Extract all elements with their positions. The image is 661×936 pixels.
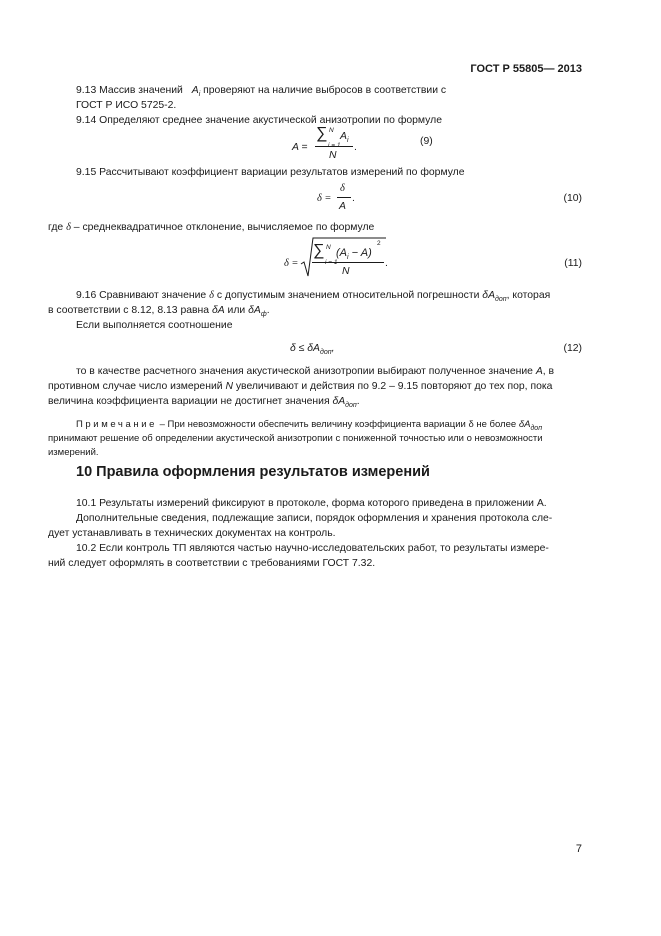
var-delta: δ bbox=[66, 222, 71, 233]
paragraph-10-2-line2: ний следует оформлять в соответствии с требованиями ГОСТ 7.32. bbox=[48, 558, 376, 569]
eq9-term-sub: i bbox=[346, 137, 349, 144]
var-a: A bbox=[191, 85, 199, 96]
note-label: Примечание bbox=[76, 419, 157, 430]
text: увеличивают и действия по 9.2 – 9.15 повторяют до тех пор, пока bbox=[232, 381, 553, 392]
eq11-number: (11) bbox=[564, 258, 582, 269]
note-line3: измерений. bbox=[48, 447, 99, 458]
var-n: N bbox=[225, 381, 233, 392]
text: или bbox=[224, 305, 249, 316]
text: где bbox=[48, 222, 64, 233]
eq11-power: 2 bbox=[377, 240, 381, 247]
eq11-sum-top: N bbox=[326, 244, 331, 251]
text: , которая bbox=[506, 290, 551, 301]
paragraph-10-1-line1: 10.1 Результаты измерений фиксируют в протоколе, форма которого приведена в приложении А. bbox=[76, 498, 547, 509]
var-delta: δ bbox=[209, 290, 214, 301]
eq11-close: ) bbox=[368, 247, 372, 259]
eq11-ai: A bbox=[339, 247, 348, 259]
text: , в bbox=[542, 366, 555, 377]
paragraph-9-16-line3: Если выполняется соотношение bbox=[76, 320, 233, 331]
paragraph-9-16-line5 bbox=[48, 379, 552, 394]
note-line2: принимают решение об определении акустической анизотропии с пониженной точностью или о невозможности bbox=[48, 433, 543, 444]
delta-a: δA bbox=[518, 419, 531, 430]
text: в соответствии с 8.12, 8.13 равна bbox=[48, 305, 212, 316]
eq12-sub: доп bbox=[319, 349, 332, 356]
page-number: 7 bbox=[575, 843, 582, 855]
var-a: A bbox=[535, 366, 543, 377]
eq9-lhs: A = bbox=[292, 142, 308, 153]
section-heading: 10 Правила оформления результатов измерений bbox=[76, 464, 430, 480]
document-header: ГОСТ Р 55805— 2013 bbox=[470, 63, 582, 75]
delta-a-dop bbox=[332, 396, 356, 407]
delta-a: δA bbox=[332, 396, 346, 407]
delta-a: δA bbox=[482, 290, 496, 301]
delta-a: δA bbox=[248, 305, 261, 316]
text: . bbox=[266, 305, 270, 316]
eq11-abar: A bbox=[360, 247, 369, 259]
eq12-expression bbox=[290, 341, 334, 360]
paragraph-10-1-line3: дует устанавливать в технических документах на контроль. bbox=[48, 528, 336, 539]
where-line bbox=[48, 220, 374, 235]
delta-a-sub: ф bbox=[260, 311, 267, 318]
text: . bbox=[356, 396, 360, 407]
paragraph-9-16-line6 bbox=[48, 394, 360, 413]
text: – При невозможности обеспечить величину коэффициента вариации δ не более bbox=[157, 419, 519, 430]
delta-a-sub: доп bbox=[345, 402, 357, 409]
eq9-sum-top: N bbox=[329, 127, 334, 134]
eq12-comma: , bbox=[331, 343, 335, 354]
paragraph-9-14: 9.14 Определяют среднее значение акустической анизотропии по формуле bbox=[76, 115, 442, 126]
var-sub: i bbox=[198, 91, 201, 98]
eq9-dot: . bbox=[354, 142, 357, 153]
eq10-lhs: δ = bbox=[317, 193, 332, 204]
eq11-lhs: δ = bbox=[284, 258, 299, 269]
eq9-sum: ∑ bbox=[316, 125, 328, 142]
eq11-fraction-bar bbox=[312, 262, 384, 263]
text: 9.16 Сравнивают значение bbox=[76, 290, 207, 301]
text: то в качестве расчетного значения акустической анизотропии выбирают полученное значение bbox=[76, 366, 536, 377]
eq9-term-var: A bbox=[340, 131, 347, 142]
eq10-dot: . bbox=[352, 193, 355, 204]
paragraph-10-2-line1: 10.2 Если контроль ТП являются частью научно-исследовательских работ, то результаты измере- bbox=[76, 543, 549, 554]
eq9-fraction-bar bbox=[315, 146, 353, 147]
eq12-lhs: δ ≤ δA bbox=[290, 343, 320, 354]
delta-a-f bbox=[248, 305, 267, 316]
eq12-number: (12) bbox=[563, 343, 582, 354]
eq10-numerator: δ bbox=[340, 183, 345, 194]
paragraph-9-15: 9.15 Рассчитывают коэффициент вариации результатов измерений по формуле bbox=[76, 167, 465, 178]
text: противном случае число измерений bbox=[48, 381, 226, 392]
delta-a-sub: доп bbox=[530, 425, 543, 432]
eq9-denominator: N bbox=[329, 150, 337, 161]
delta-a: δA bbox=[211, 305, 225, 316]
eq9-number: (9) bbox=[420, 136, 433, 147]
delta-a-dop bbox=[519, 419, 542, 430]
eq11-sum: ∑ bbox=[313, 242, 325, 259]
text: проверяют на наличие выбросов в соответствии с bbox=[203, 85, 447, 96]
paragraph-10-1-line2: Дополнительные сведения, подлежащие записи, порядок оформления и хранения протокола сле- bbox=[76, 513, 553, 524]
eq10-denominator: A bbox=[339, 201, 346, 212]
text: – среднеквадратичное отклонение, вычисляемое по формуле bbox=[70, 222, 375, 233]
delta-a-dop bbox=[482, 290, 506, 301]
text: величина коэффициента вариации не достигнет значения bbox=[48, 396, 333, 407]
delta-a-sub: доп bbox=[495, 296, 507, 303]
eq10-number: (10) bbox=[563, 193, 582, 204]
paragraph-9-16-line4 bbox=[76, 364, 554, 379]
text: 9.13 Массив значений bbox=[76, 85, 183, 96]
eq11-open: ( bbox=[336, 247, 340, 259]
text: с допустимым значением относительной погрешности bbox=[213, 290, 483, 301]
eq11-minus: − bbox=[348, 247, 361, 259]
eq11-denominator: N bbox=[342, 266, 350, 277]
eq10-fraction-bar bbox=[337, 197, 351, 198]
eq11-dot: . bbox=[385, 258, 388, 269]
eq11-ai-sub: i bbox=[347, 254, 349, 261]
paragraph-9-13-line2: ГОСТ Р ИСО 5725-2. bbox=[76, 100, 177, 111]
